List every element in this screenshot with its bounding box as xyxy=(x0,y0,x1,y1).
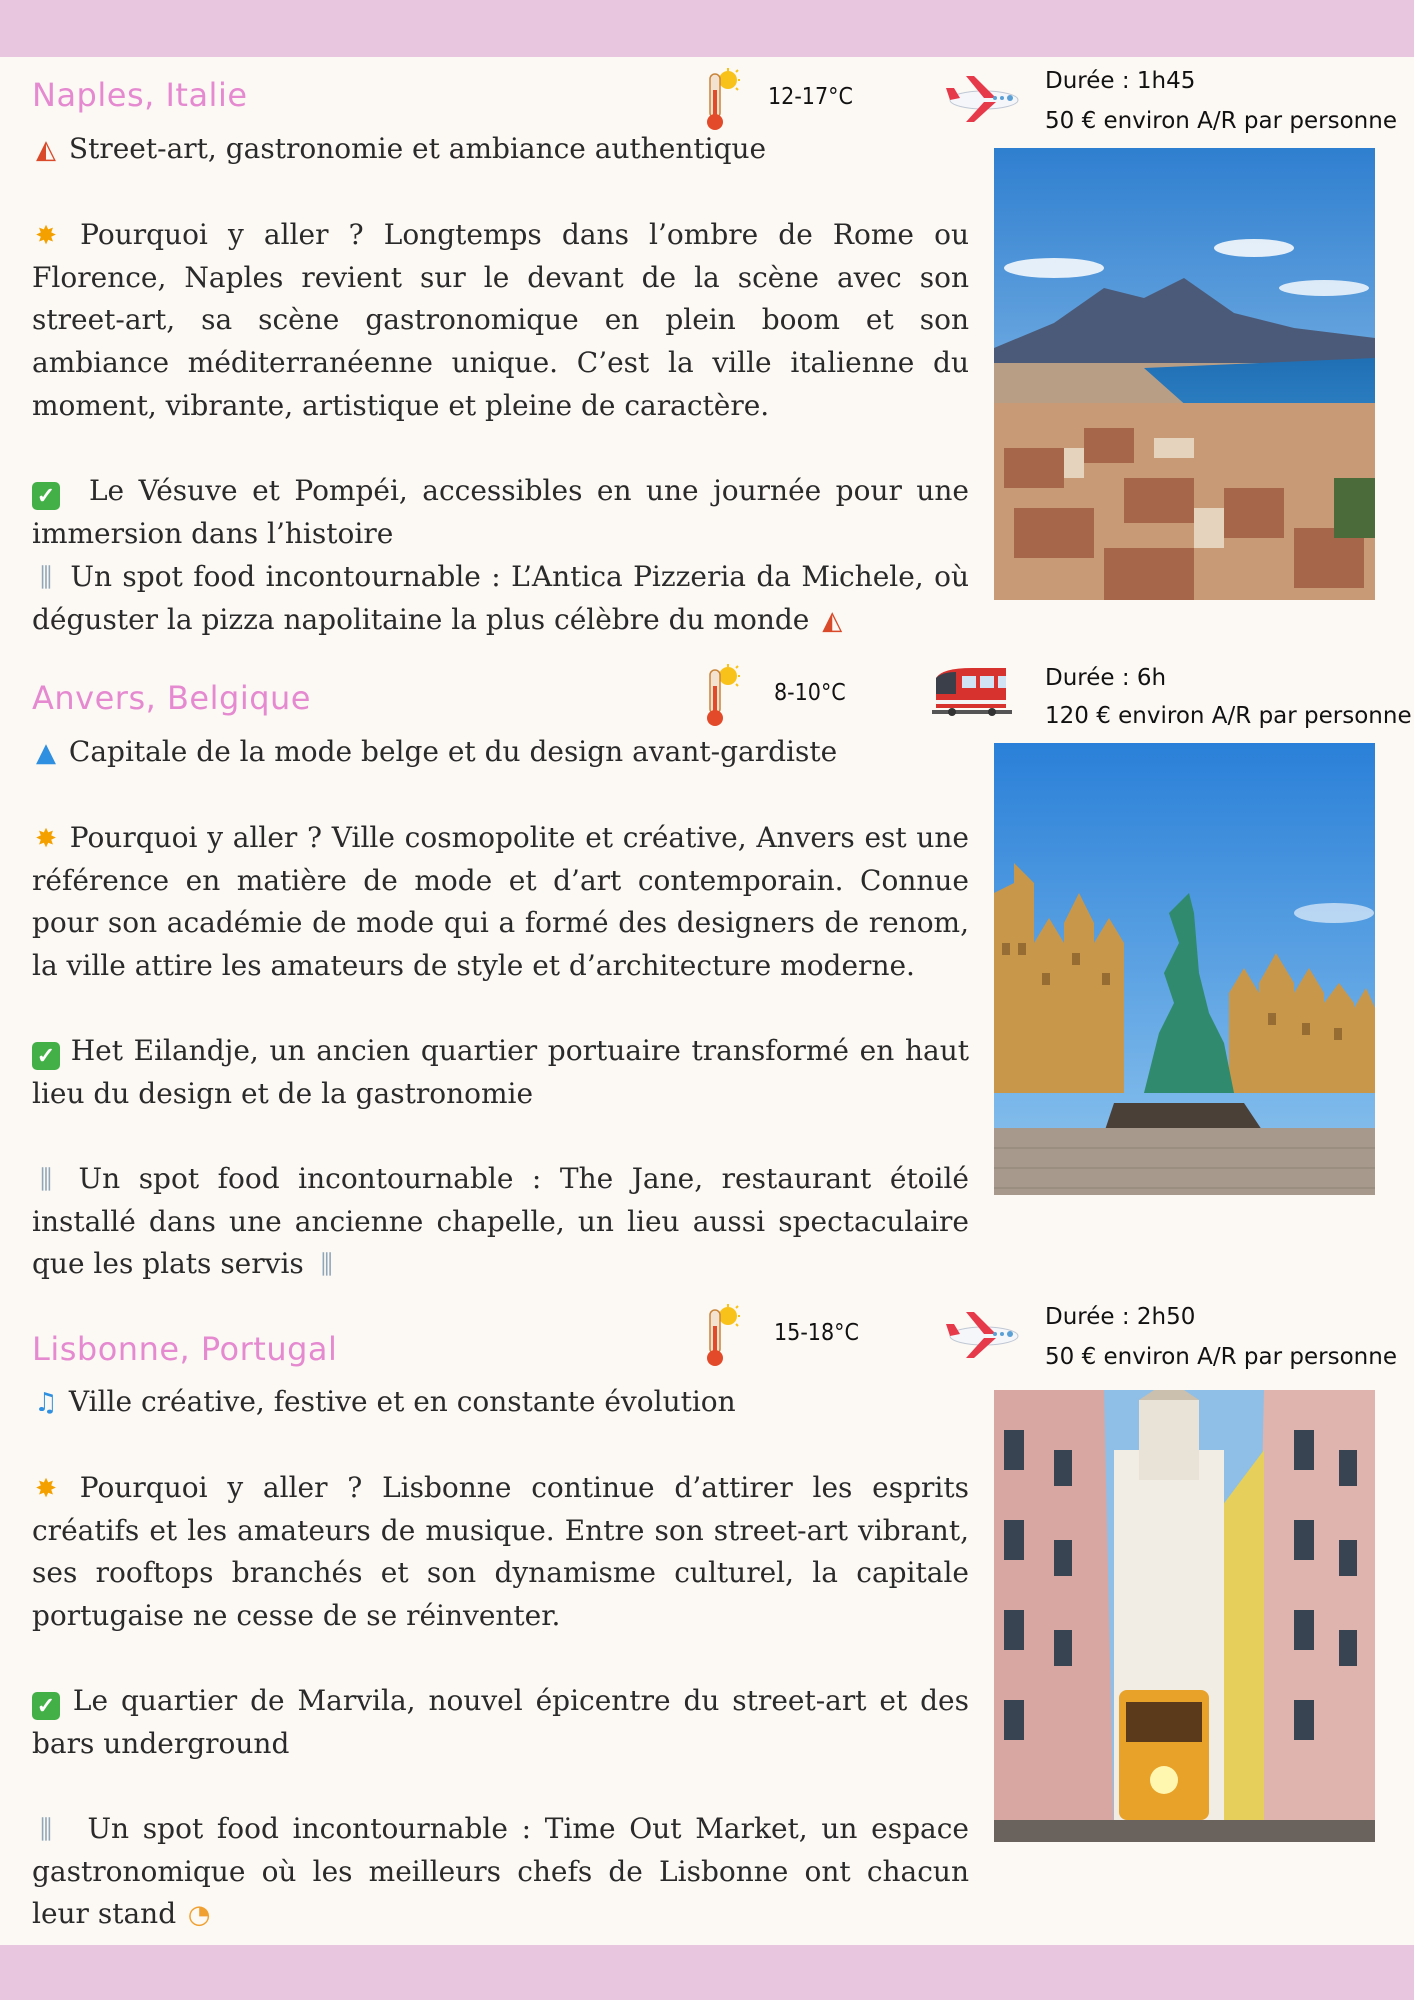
temperature-range: 8-10°C xyxy=(774,680,846,706)
airplane-icon xyxy=(944,1306,1024,1362)
spiral-pastry-icon: ◔ xyxy=(187,1900,211,1931)
top-band xyxy=(0,0,1414,57)
naples-bay-photo xyxy=(994,148,1375,600)
fork-knife-icon: ⫼ xyxy=(40,1165,52,1195)
fork-knife-icon: ⫼ xyxy=(320,1250,333,1281)
trip-price: 120 € environ A/R par personne xyxy=(1045,703,1412,729)
fork-knife-icon: ⫼ xyxy=(40,563,52,593)
temperature-range: 12-17°C xyxy=(768,84,853,110)
trip-price: 50 € environ A/R par personne xyxy=(1045,108,1397,134)
pizza-icon: ◭ xyxy=(36,135,56,165)
why-go-paragraph: ✸ Pourquoi y aller ? Lisbonne continue d’attirer les esprits créatifs et les amateurs de musique. Entre son street-art vibrant, ses rooftops branchés et son dynamisme culturel, la capitale portugaise ne cesse de se réinventer. xyxy=(32,1471,969,1633)
music-note-icon: ♫ xyxy=(34,1388,58,1418)
destination-title: Anvers, Belgique xyxy=(32,679,311,717)
food-paragraph: ⫼ Un spot food incontournable : Time Out Market, un espace gastronomique où les meilleurs chefs de Lisbonne ont chacun leur stand ◔ xyxy=(32,1812,969,1931)
trip-duration: Durée : 6h xyxy=(1045,665,1167,691)
train-icon xyxy=(932,664,1012,720)
star-icon: ✸ xyxy=(35,221,57,251)
highlight-paragraph: ✓ Le Vésuve et Pompéi, accessibles en une journée pour une immersion dans l’histoire xyxy=(32,474,969,550)
fork-knife-icon: ⫼ xyxy=(40,1815,52,1845)
why-go-paragraph: ✸ Pourquoi y aller ? Ville cosmopolite et créative, Anvers est une référence en matière de mode et d’art contemporain. Connue pour son académie de mode qui a formé des designers de renom, la ville attire les amateurs de style et d’architecture moderne. xyxy=(32,821,969,983)
destination-title: Naples, Italie xyxy=(32,76,248,114)
thermometer-sun-icon xyxy=(700,68,740,132)
food-paragraph: ⫼ Un spot food incontournable : L’Antica Pizzeria da Michele, où déguster la pizza napolitaine la plus célèbre du monde ◭ xyxy=(32,560,969,636)
highlight-paragraph: ✓ Le quartier de Marvila, nouvel épicentre du street-art et des bars underground xyxy=(32,1684,969,1760)
airplane-icon xyxy=(944,70,1024,126)
tagline: ♫ Ville créative, festive et en constante évolution xyxy=(32,1381,969,1424)
destination-title: Lisbonne, Portugal xyxy=(32,1330,338,1368)
check-icon: ✓ xyxy=(32,1692,60,1720)
food-paragraph: ⫼ Un spot food incontournable : The Jane, restaurant étoilé installé dans une ancienne chapelle, un lieu aussi spectaculaire que les plats servis ⫼ xyxy=(32,1162,969,1281)
highlight-paragraph: ✓ Het Eilandje, un ancien quartier portuaire transformé en haut lieu du design et de la gastronomie xyxy=(32,1034,969,1110)
why-go-paragraph: ✸ Pourquoi y aller ? Longtemps dans l’ombre de Rome ou Florence, Naples revient sur le devant de la scène avec son street-art, sa scène gastronomique en plein boom et son ambiance méditerranéenne unique. C’est la ville italienne du moment, vibrante, artistique et pleine de caractère. xyxy=(32,218,969,422)
bottom-band xyxy=(0,1945,1414,2000)
pizza-icon: ◭ xyxy=(822,605,843,636)
star-icon: ✸ xyxy=(35,824,57,854)
trip-price: 50 € environ A/R par personne xyxy=(1045,1344,1397,1370)
lisbon-tram-photo xyxy=(994,1390,1375,1842)
tagline: ▲ Capitale de la mode belge et du design avant-gardiste xyxy=(32,731,969,774)
tagline: ◭ Street-art, gastronomie et ambiance authentique xyxy=(32,128,969,171)
check-icon: ✓ xyxy=(32,1042,60,1070)
trip-duration: Durée : 2h50 xyxy=(1045,1304,1196,1330)
thermometer-sun-icon xyxy=(700,1304,740,1368)
dress-icon: ▲ xyxy=(36,738,56,768)
thermometer-sun-icon xyxy=(700,664,740,728)
trip-duration: Durée : 1h45 xyxy=(1045,68,1196,94)
antwerp-square-photo xyxy=(994,743,1375,1195)
check-icon: ✓ xyxy=(32,482,60,510)
star-icon: ✸ xyxy=(35,1474,57,1504)
temperature-range: 15-18°C xyxy=(774,1320,859,1346)
